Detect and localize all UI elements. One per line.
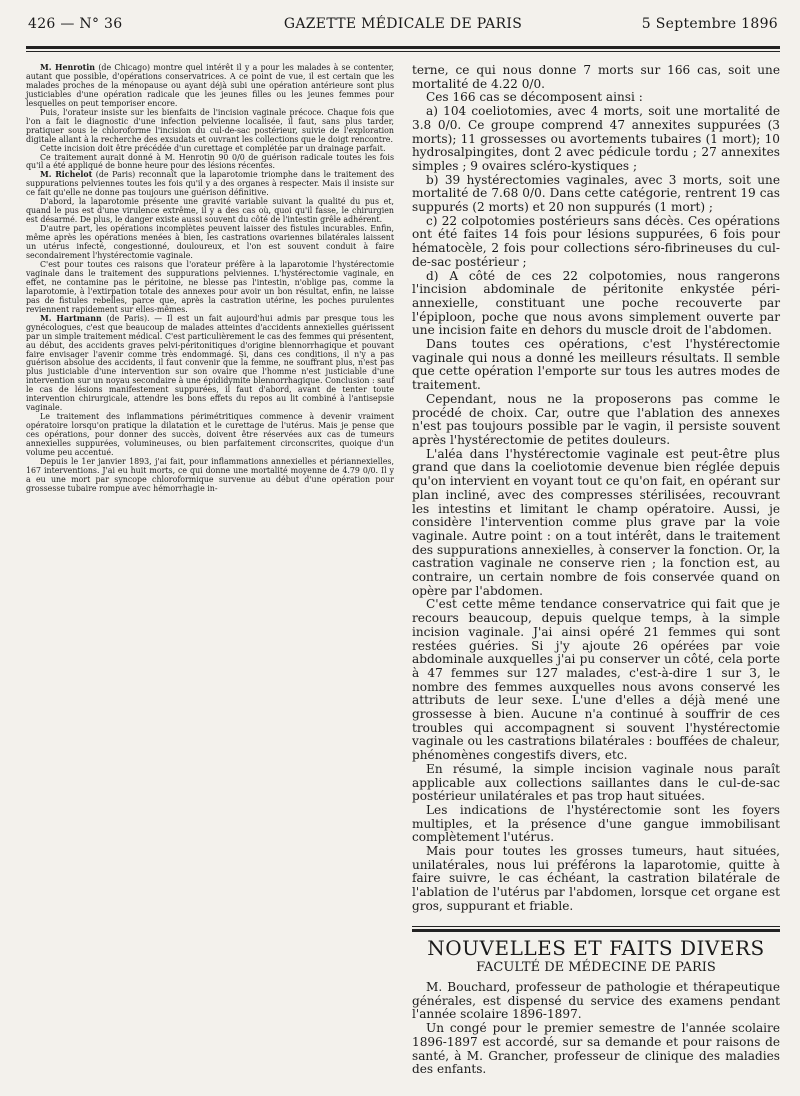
paragraph: Dans toutes ces opérations, c'est l'hystérectomie vaginale qui nous a donné les meilleurs résultats. Il semble que cette opération l'emporte sur tous les autres modes de traitement. — [412, 337, 780, 393]
two-column-body — [26, 64, 780, 1077]
paragraph: L'aléa dans l'hystérectomie vaginale est peut-être plus grand que dans la coeliotomie devenue bien réglée depuis qu'on intervient en voyant tout ce qu'on fait, en opérant sur plan incliné, avec des compresses stérilisées, recouvrant les intestins et limitant le champ opératoire. Aussi, je considère l'intervention comme plus grave par la voie vaginale. Autre point : on a tout intérêt, dans le traitement des suppurations annexielles, à conserver la fonction. Or, la castration vaginale ne conserve rien ; la fonction est, au contraire, un certain nombre de fois conservée quand on opère par l'abdomen. — [412, 446, 780, 598]
paragraph: Ces 166 cas se décomposent ainsi : — [426, 90, 643, 105]
paragraph: Cependant, nous ne la proposerons pas comme le procédé de choix. Car, outre que l'ablation des annexes n'est pas toujours possible par le vagin, il persiste souvent après l'hystérectomie de petites douleurs. — [412, 391, 780, 447]
paragraph: Cette incision doit être précédée d'un curettage et complétée par un drainage parfait. — [40, 143, 386, 153]
speaker-name: M. Richelot — [40, 170, 93, 180]
speaker-name: M. Henrotin — [40, 63, 96, 72]
page-header — [26, 10, 780, 38]
paragraph-richelot: M. Richelot (de Paris) reconnaît que la laparotomie triomphe dans le traitement des suppurations pelviennes toutes les fois qu'il y a des organes à respecter. Mais il insiste sur ce fait qu'elle ne donne pas toujours une guérison définitive. — [26, 170, 394, 198]
paragraph: terne, ce qui nous donne 7 morts sur 166 cas, soit une mortalité de 4.22 0/0. — [412, 63, 780, 91]
paragraph: Depuis le 1er janvier 1893, j'ai fait, pour inflammations annexielles et périannexielles, 167 interventions. J'ai eu huit morts, ce qui donne une mortalité moyenne de 4.79 0/0. Il y a eu une mort par syncope chloroformique survenue au début d'une opération pour grossesse tubaire rompue avec hémorrhagie in- — [26, 456, 394, 493]
paragraph: Mais pour toutes les grosses tumeurs, haut situées, unilatérales, nous lui préférons la laparotomie, quitte à faire suivre, le cas échéant, la castration bilatérale de l'ablation de l'utérus par l'abdomen, lorsque cet organe est gros, suppurant et friable. — [412, 844, 780, 913]
newspaper-page — [26, 10, 780, 1077]
paragraph: Puis, l'orateur insiste sur les bienfaits de l'incision vaginale précoce. Chaque fois que l'on a fait le diagnostic d'une infection pelvienne localisée, il faut, sans plus tarder, pratiquer sous le chloroforme l'incision du cul-de-sac postérieur, suivie de l'exploration digitale allant à la recherche des exsudats et ouvrant les collections que le doigt rencontre. — [26, 107, 394, 144]
news-section-title: NOUVELLES ET FAITS DIVERS — [427, 935, 765, 960]
paragraph: En résumé, la simple incision vaginale nous paraît applicable aux collections saillantes dans le cul-de-sac postérieur unilatérales et pas trop haut situées. — [412, 761, 780, 804]
paragraph: Les indications de l'hystérectomie sont les foyers multiples, et la présence d'une gangue immobilisant complètement l'utérus. — [412, 802, 780, 845]
paragraph-hartmann: M. Hartmann (de Paris). — Il est un fait aujourd'hui admis par presque tous les gynécologues, c'est que beaucoup de malades atteintes d'accidents annexielles guérissent par un simple traitement médical. C'est particulièrement le cas des femmes qui présentent, au début, des accidents graves pelvi-péritonitiques d'origine blennorrhagique et pouvant faire envisager l'avenir comme très endommagé. Si, dans ces conditions, il n'y a pas guérison absolue des accidents, il faut convenir que la femme, ne souffrant plus, n'est pas plus justiciable d'une intervention sur son ovaire que l'homme n'est justiciable d'une intervention sur un noyau secondaire à une épididymite blennorrhagique. Conclusion : sauf le cas de lésions manifestement suppurées, il faut d'abord, avant de tenter toute intervention chirurgicale, attendre les bons effets du repos au lit combiné à l'antisepsie vaginale. — [26, 313, 394, 413]
news-section-rule — [412, 926, 780, 932]
news-paragraph: M. Bouchard, professeur de pathologie et thérapeutique générales, est dispensé du service des examens pendant l'année scolaire 1896-1897. — [412, 980, 780, 1022]
right-column — [412, 64, 780, 1077]
header-rule — [26, 46, 780, 52]
paragraph: C'est pour toutes ces raisons que l'orateur préfère à la laparotomie l'hystérectomie vaginale dans le traitement des suppurations pelviennes. L'hystérectomie vaginale, en effet, ne contamine pas le péritoine, ne blesse pas l'intestin, n'oblige pas, comme la laparotomie, à l'extirpation totale des annexes pour avoir un bon résultat, enfin, ne laisse pas de fistules rebelles, parce que, après la castration utérine, les poches purulentes reviennent rapidement sur elles-mêmes. — [26, 259, 394, 314]
paragraph: c) 22 colpotomies postérieurs sans décès. Ces opérations ont été faites 14 fois pour lésions suppurées, 6 fois pour hématocèle, 2 fois pour collections séro-fibrineuses du cul-de-sac postérieur ; — [412, 213, 780, 269]
paragraph: Ce traitement aurait donné à M. Henrotin 90 0/0 de guérison radicale toutes les fois qu'il a été appliqué de bonne heure pour des lésions récentes. — [26, 152, 394, 171]
paragraph: a) 104 coeliotomies, avec 4 morts, soit une mortalité de 3.8 0/0. Ce groupe comprend 47 annexites suppurées (3 morts); 11 grossesses ou avortements tubaires (1 mort); 10 hydrosalpingites, dont 2 avec pédicule tordu ; 27 annexites simples ; 9 ovaires scléro-kystiques ; — [412, 104, 780, 173]
paragraph-henrotin: M. Henrotin (de Chicago) montre quel intérêt il y a pour les malades à se contenter, autant que possible, d'opérations conservatrices. A ce point de vue, il est certain que les malades proches de la ménopause ou ayant déjà subi une opération antérieure sont plus justiciables d'une opération radicale que les jeunes filles ou les jeunes femmes pour lesquelles on peut temporiser encore. — [26, 63, 394, 108]
news-section-subtitle: FACULTÉ DE MÉDECINE DE PARIS — [476, 960, 716, 976]
paragraph: b) 39 hystérectomies vaginales, avec 3 morts, soit une mortalité de 7.68 0/0. Dans cette catégorie, rentrent 19 cas suppurés (2 morts) et 20 non suppurés (1 mort) ; — [412, 172, 780, 215]
news-paragraph: Un congé pour le premier semestre de l'année scolaire 1896-1897 est accordé, sur sa demande et pour raisons de santé, à M. Grancher, professeur de clinique des maladies des enfants. — [412, 1021, 780, 1077]
left-column — [26, 64, 394, 1077]
speaker-name: M. Hartmann — [40, 313, 102, 323]
issue-date: 5 Septembre 1896 — [641, 16, 778, 32]
paragraph: Le traitement des inflammations périmétritiques commence à devenir vraiment opératoire lorsqu'on pratique la dilatation et le curettage de l'utérus. Mais je pense que ces opérations, pour donner des succès, doivent être réservées aux cas de tumeurs annexielles suppurées, volumineuses, ou bien parfaitement circonscrites, quoique d'un volume peu accentué. — [26, 412, 394, 457]
paragraph: D'autre part, les opérations incomplètes peuvent laisser des fistules incurables. Enfin, même après les opérations menées à bien, les castrations ovariennes bilatérales laissent un utérus infecté, congestionné, douloureux, et l'on est souvent conduit à faire secondairement l'hystérectomie vaginale. — [26, 224, 394, 261]
page-number: 426 — N° 36 — [28, 16, 123, 32]
paragraph: d) A côté de ces 22 colpotomies, nous rangerons l'incision abdominale de péritonite enkystée péri-annexielle, constituant une poche recouverte par l'épiploon, poche que nous avons simplement ouverte par une incision faite en dehors du muscle droit de l'abdomen. — [412, 268, 780, 338]
paragraph: D'abord, la laparotomie présente une gravité variable suivant la qualité du pus et, quand le pus est d'une virulence extrême, il y a des cas où, quoi qu'il fasse, le chirurgien est désarmé. De plus, le danger existe aussi souvent du côté de l'intestin grêle adhérent. — [26, 197, 394, 225]
paragraph: C'est cette même tendance conservatrice qui fait que je recours beaucoup, depuis quelque temps, à la simple incision vaginale. J'ai ainsi opéré 21 femmes qui sont restées guéries. Si j'y ajoute 26 opérées par voie abdominale auxquelles j'ai pu conserver un côté, cela porte à 47 femmes sur 127 malades, c'est-à-dire 1 sur 3, le nombre des femmes auxquelles nous avons conservé les attributs de leur sexe. L'une d'elles a déjà mené une grossesse à bien. Aucune n'a continué à souffrir de ces troubles qui accompagnent si souvent l'hystérectomie vaginale ou les castrations bilatérales : bouffées de chaleur, phénomènes congestifs divers, etc. — [412, 597, 780, 763]
journal-title: GAZETTE MÉDICALE DE PARIS — [283, 16, 523, 32]
